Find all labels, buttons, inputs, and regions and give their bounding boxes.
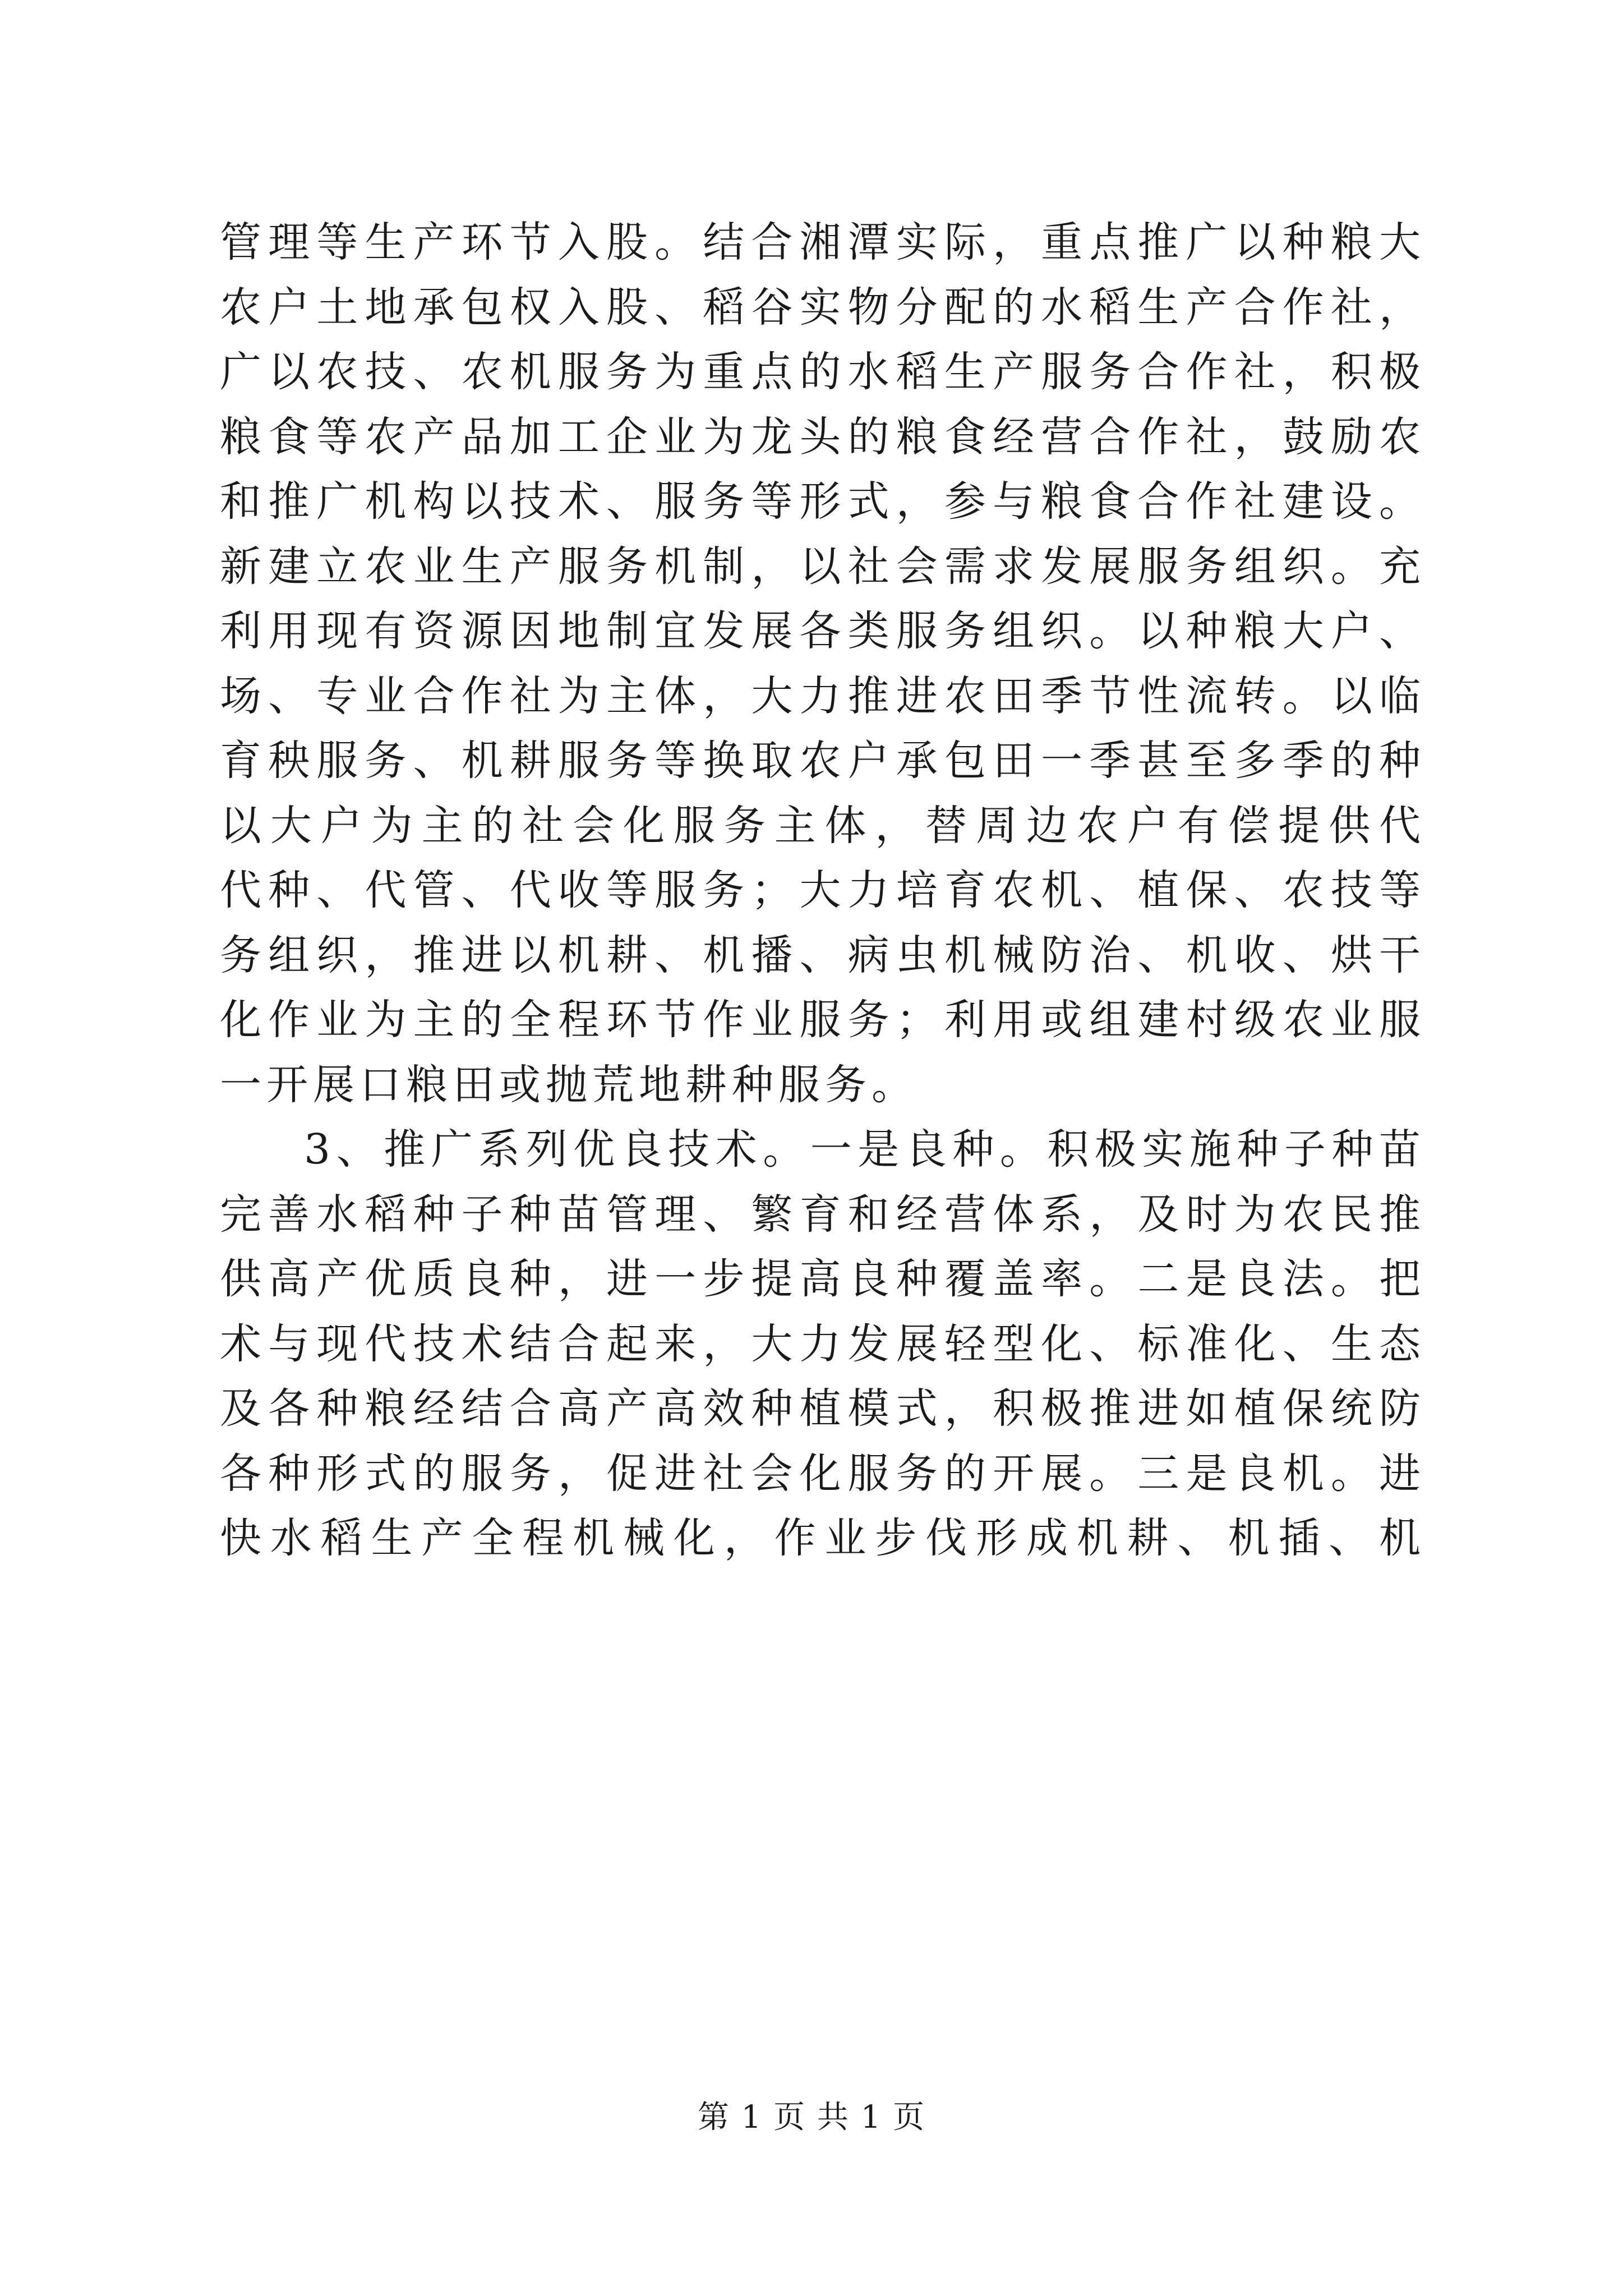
text-line: 粮食等农产品加工企业为龙头的粮食经营合作社，鼓励农	[220, 412, 1426, 461]
text-line: 农户土地承包权入股、稻谷实物分配的水稻生产合作社，	[220, 283, 1426, 332]
text-line: 场、专业合作社为主体，大力推进农田季节性流转。以临	[220, 671, 1426, 720]
text-line: 育秧服务、机耕服务等换取农户承包田一季甚至多季的种	[220, 737, 1426, 785]
text-line: 术与现代技术结合起来，大力发展轻型化、标准化、生态	[220, 1319, 1426, 1368]
text-line: 供高产优质良种，进一步提高良种覆盖率。二是良法。把	[220, 1255, 1426, 1303]
text-line: 和推广机构以技术、服务等形式，参与粮食合作社建设。	[220, 477, 1426, 526]
text-line: 以大户为主的社会化服务主体，替周边农户有偿提供代	[220, 801, 1426, 850]
page-footer: 第 1 页 共 1 页	[697, 2099, 926, 2136]
text-line: 管理等生产环节入股。结合湘潭实际，重点推广以种粮大	[220, 218, 1426, 266]
text-line: 一开展口粮田或抛荒地耕种服务。	[220, 1060, 918, 1109]
text-line: 化作业为主的全程环节作业服务；利用或组建村级农业服	[220, 996, 1426, 1044]
text-line: 快水稻生产全程机械化，作业步伐形成机耕、机插、机	[220, 1514, 1426, 1562]
body-text	[220, 210, 1426, 1571]
text-line: 完善水稻种子种苗管理、繁育和经营体系，及时为农民推	[220, 1190, 1426, 1239]
text-line: 广以农技、农机服务为重点的水稻生产服务合作社，积极	[220, 348, 1426, 396]
text-line: 各种形式的服务，促进社会化服务的开展。三是良机。进	[220, 1449, 1426, 1498]
text-line: 代种、代管、代收等服务；大力培育农机、植保、农技等	[220, 866, 1426, 914]
text-line: 及各种粮经结合高产高效种植模式，积极推进如植保统防	[220, 1384, 1426, 1433]
text-line: 务组织，推进以机耕、机播、病虫机械防治、机收、烘干	[220, 931, 1426, 979]
text-line: 利用现有资源因地制宜发展各类服务组织。以种粮大户、	[220, 607, 1426, 655]
text-line: 3、推广系列优良技术。一是良种。积极实施种子种苗	[304, 1125, 1426, 1174]
text-line: 新建立农业生产服务机制，以社会需求发展服务组织。充	[220, 542, 1426, 591]
